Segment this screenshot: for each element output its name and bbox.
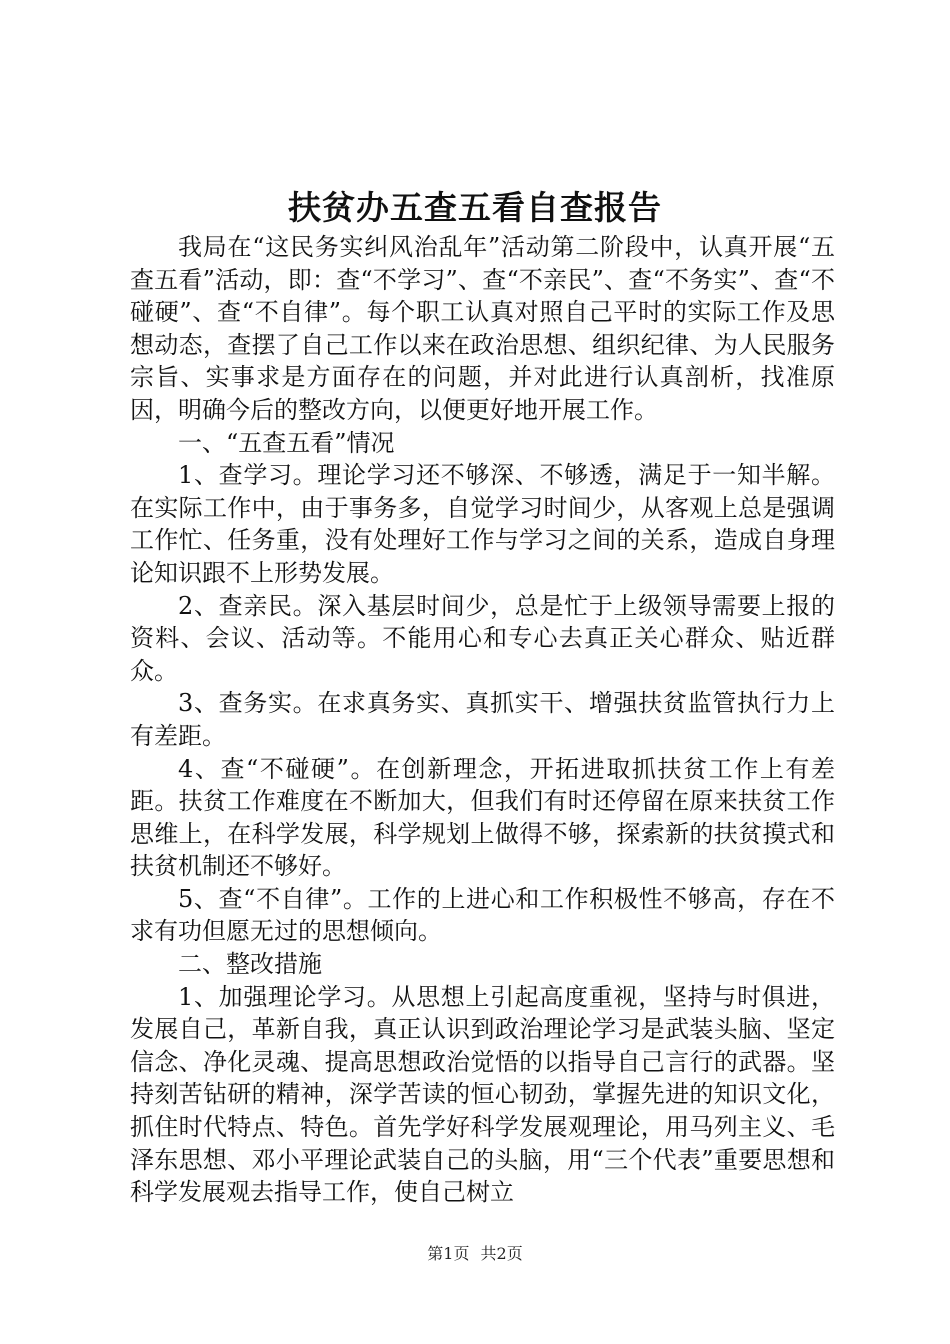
item-paragraph: 2、查亲民。深入基层时间少，总是忙于上级领导需要上报的资料、会议、活动等。不能用心和专心去真正关心群众、贴近群众。 (130, 591, 835, 685)
section-heading-1: 一、“五查五看”情况 (178, 428, 395, 457)
intro-paragraph: 我局在“这民务实纠风治乱年”活动第二阶段中，认真开展“五查五看”活动，即：查“不学习”、查“不亲民”、查“不务实”、查“不碰硬”、查“不自律”。每个职工认真对照自己平时的实际工作及思想动态，查摆了自己工作以来在政治思想、组织纪律、为人民服务宗旨、实事求是方面存在的问题，并对此进行认真剖析，找准原因，明确今后的整改方向，以便更好地开展工作。 (130, 233, 835, 424)
page-total: 共2页 (480, 1244, 523, 1263)
page-number: 第1页 (427, 1244, 470, 1263)
page-footer (0, 1243, 950, 1265)
document-body (130, 231, 835, 1209)
document-title: 扶贫办五查五看自查报告 (288, 188, 662, 227)
item-paragraph: 1、查学习。理论学习还不够深、不够透，满足于一知半解。在实际工作中，由于事务多，自觉学习时间少，从客观上总是强调工作忙、任务重，没有处理好工作与学习之间的关系，造成自身理论知识跟不上形势发展。 (130, 461, 835, 587)
item-paragraph: 1、加强理论学习。从思想上引起高度重视，坚持与时俱进，发展自己，革新自我，真正认识到政治理论学习是武装头脑、坚定信念、净化灵魂、提高思想政治觉悟的以指导自己言行的武器。坚持刻苦钻研的精神，深学苦读的恒心韧劲，掌握先进的知识文化，抓住时代特点、特色。首先学好科学发展观理论，用马列主义、毛泽东思想、邓小平理论武装自己的头脑，用“三个代表”重要思想和科学发展观去指导工作，使自己树立 (130, 982, 835, 1207)
item-paragraph: 3、查务实。在求真务实、真抓实干、增强扶贫监管执行力上有差距。 (130, 689, 835, 750)
section-heading-2: 二、整改措施 (178, 950, 322, 979)
item-paragraph: 4、查“不碰硬”。在创新理念，开拓进取抓扶贫工作上有差距。扶贫工作难度在不断加大，但我们有时还停留在原来扶贫工作思维上，在科学发展，科学规划上做得不够，探索新的扶贫摸式和扶贫机制还不够好。 (130, 754, 835, 881)
item-paragraph: 5、查“不自律”。工作的上进心和工作积极性不够高，存在不求有功但愿无过的思想倾向。 (130, 884, 835, 946)
